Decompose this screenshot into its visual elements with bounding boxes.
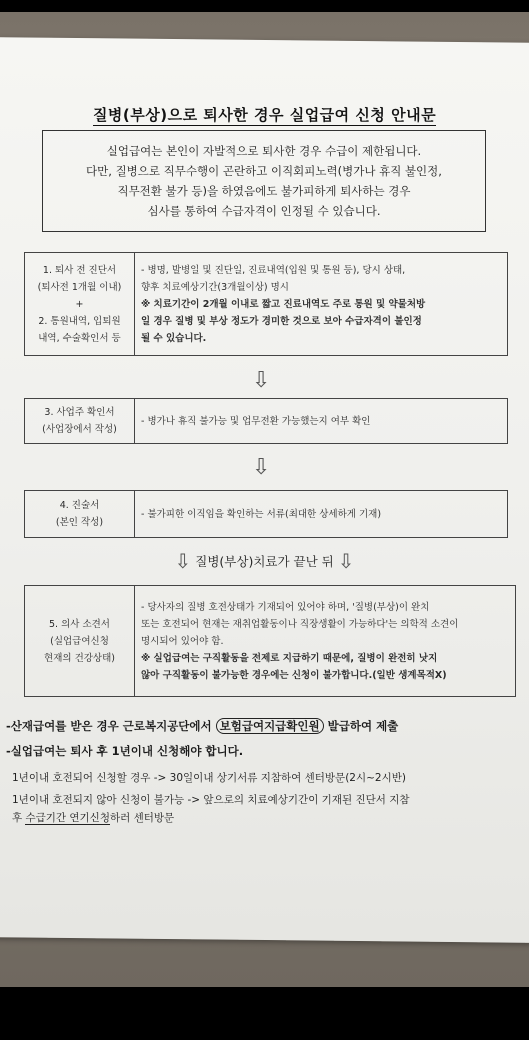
step4-label: 4. 진술서 (본인 작성) <box>25 491 135 537</box>
down-arrow-icon: ⇩ <box>174 549 192 573</box>
navigation-bar <box>0 987 529 1040</box>
status-bar <box>0 0 529 12</box>
down-arrow-icon: ⇩ <box>252 455 271 480</box>
step1-content: - 병명, 발병일 및 진단일, 진료내역(입원 및 통원 등), 당시 상태, 향후 치료예상기간(3개월이상) 명시 ※ 치료기간이 2개월 이내로 짧고 진료내역도 주로 통원 및 약물처방 일 경우 질병 및 부상 정도가 경미한 것으로 보아 수급자격이 불인정 될 수 있습니다. <box>141 264 426 344</box>
step4-content: - 불가피한 이직임을 확인하는 서류(최대한 상세하게 기재) <box>141 508 382 520</box>
step4-row <box>24 490 508 538</box>
step5-content: - 당사자의 질병 호전상태가 기재되어 있어야 하며, '질병(부상)이 완치 또는 호전되어 현재는 재취업활동이나 직장생활이 가능하다'는 의학적 소견이 명시되어 있어야 함. ※ 실업급여는 구직활동을 전제로 지급하기 때문에, 질병이 완전히 낫지 않아 구직활동이 불가능한 경우에는 신청이 불가합니다.(일반 생계목적X) <box>141 601 459 681</box>
intro-line: 다만, 질병으로 직무수행이 곤란하고 이직회피노력(병가나 휴직 불인정, <box>86 164 442 178</box>
intro-line: 직무전환 불가 등)을 하였음에도 불가피하게 퇴사하는 경우 <box>117 184 411 198</box>
step5-row <box>24 585 516 697</box>
note-within-year: 1년이내 호전되어 신청할 경우 -> 30일이내 상기서류 지참하여 센터방문(2시~2시반) <box>12 772 406 784</box>
step1-label: 1. 퇴사 전 진단서 (퇴사전 1개월 이내) + 2. 통원내역, 입퇴원 내역, 수술확인서 등 <box>25 253 135 355</box>
down-arrow-icon: ⇩ <box>252 368 271 393</box>
step3-content: - 병가나 휴직 불가능 및 업무전환 가능했는지 여부 확인 <box>141 415 371 427</box>
underlined-text: 수급기간 연기신청 <box>25 812 110 824</box>
note-extension: 후 수급기간 연기신청하러 센터방문 <box>12 812 175 824</box>
down-arrow-icon: ⇩ <box>337 549 355 573</box>
intro-box <box>42 130 486 232</box>
note-deadline: -실업급여는 퇴사 후 1년이내 신청해야 합니다. <box>6 744 244 758</box>
intro-line: 실업급여는 본인이 자발적으로 퇴사한 경우 수급이 제한됩니다. <box>106 144 422 158</box>
note-not-recovered: 1년이내 호전되지 않아 신청이 불가능 -> 앞으로의 치료예상기간이 기재된 진단서 지참 <box>12 794 410 806</box>
step1-row <box>24 252 508 356</box>
document-title: 질병(부상)으로 퇴사한 경우 실업급여 신청 안내문 <box>92 106 437 124</box>
step3-label: 3. 사업주 확인서 (사업장에서 작성) <box>25 399 135 443</box>
note-industrial-accident: -산재급여를 받은 경우 근로복지공단에서 보험급여지급확인원 발급하여 제출 <box>6 719 399 733</box>
middle-label: ⇩ 질병(부상)치료가 끝난 뒤 ⇩ <box>174 549 355 573</box>
intro-line: 심사를 통하여 수급자격이 인정될 수 있습니다. <box>147 204 381 218</box>
step3-row <box>24 398 508 444</box>
step5-label: 5. 의사 소견서 (실업급여신청 현재의 건강상태) <box>25 586 135 696</box>
circled-text: 보험급여지급확인원 <box>216 718 324 734</box>
